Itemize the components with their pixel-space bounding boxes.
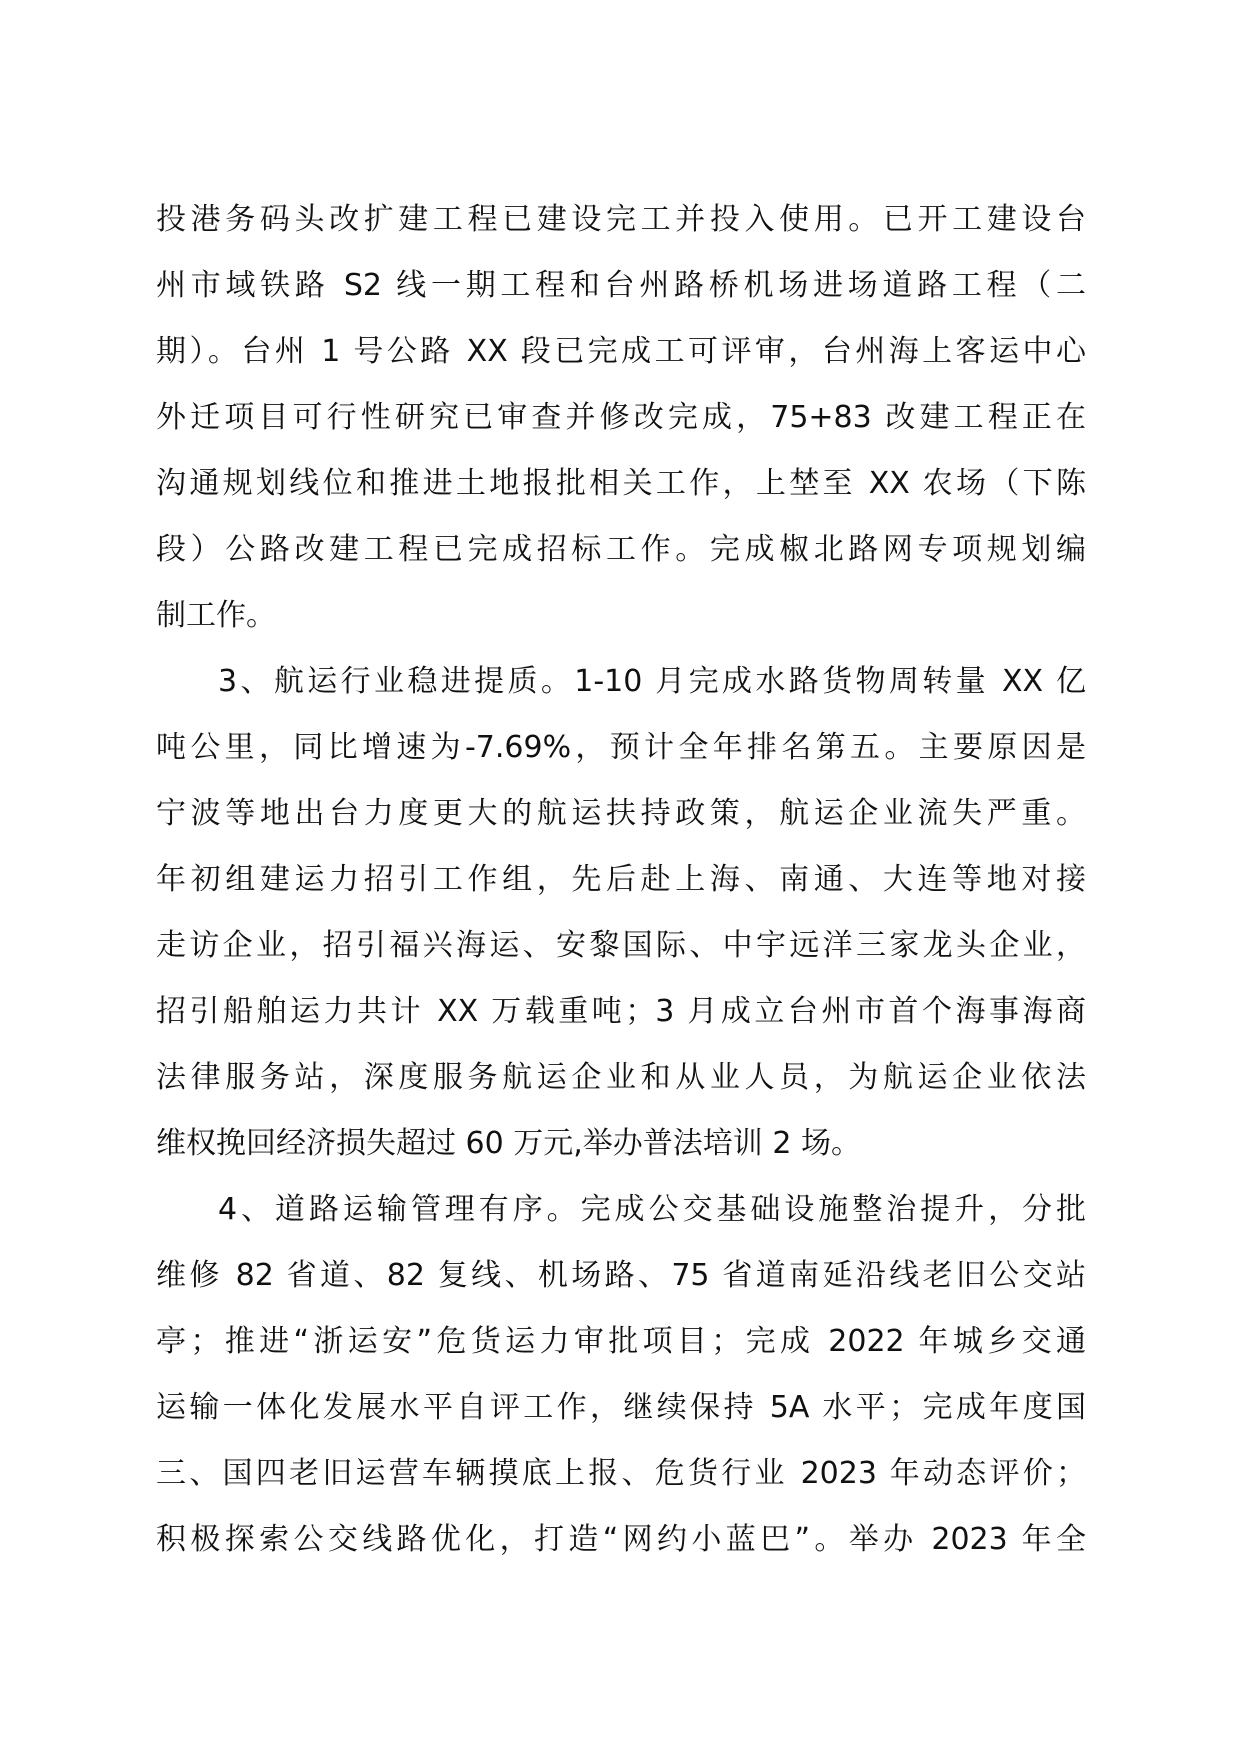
text-line: 宁波等地出台力度更大的航运扶持政策，航运企业流失严重。 (156, 796, 1086, 831)
text-line: 段）公路改建工程已完成招标工作。完成椒北路网专项规划编 (156, 532, 1086, 567)
text-line: 沟通规划线位和推进土地报批相关工作，上埜至 XX 农场（下陈 (156, 466, 1086, 501)
text-line: 三、国四老旧运营车辆摸底上报、危货行业 2023 年动态评价； (156, 1456, 1086, 1491)
text-line: 维修 82 省道、82 复线、机场路、75 省道南延沿线老旧公交站 (156, 1258, 1086, 1293)
text-line: 年初组建运力招引工作组，先后赴上海、南通、大连等地对接 (156, 862, 1086, 897)
text-line: 亭；推进“浙运安”危货运力审批项目；完成 2022 年城乡交通 (156, 1324, 1086, 1359)
text-line: 招引船舶运力共计 XX 万载重吨；3 月成立台州市首个海事海商 (156, 994, 1086, 1029)
text-line: 投港务码头改扩建工程已建设完工并投入使用。已开工建设台 (156, 202, 1086, 237)
paragraph-start-line: 3、航运行业稳进提质。1-10 月完成水路货物周转量 XX 亿 (218, 664, 1086, 699)
body-text (156, 187, 1086, 1573)
text-line: 维权挽回经济损失超过 60 万元,举办普法培训 2 场。 (156, 1126, 861, 1161)
text-line: 制工作。 (156, 598, 276, 633)
text-line: 运输一体化发展水平自评工作，继续保持 5A 水平；完成年度国 (156, 1390, 1086, 1425)
text-line: 吨公里，同比增速为-7.69%，预计全年排名第五。主要原因是 (156, 730, 1086, 765)
text-line: 州市域铁路 S2 线一期工程和台州路桥机场进场道路工程（二 (156, 268, 1086, 303)
paragraph-start-line: 4、道路运输管理有序。完成公交基础设施整治提升，分批 (218, 1192, 1086, 1227)
text-line: 走访企业，招引福兴海运、安黎国际、中宇远洋三家龙头企业， (156, 928, 1086, 963)
text-line: 外迁项目可行性研究已审查并修改完成，75+83 改建工程正在 (156, 400, 1086, 435)
text-line: 期）。台州 1 号公路 XX 段已完成工可评审，台州海上客运中心 (156, 334, 1086, 369)
text-line: 积极探索公交线路优化，打造“网约小蓝巴”。举办 2023 年全 (156, 1522, 1086, 1557)
text-line: 法律服务站，深度服务航运企业和从业人员，为航运企业依法 (156, 1060, 1086, 1095)
